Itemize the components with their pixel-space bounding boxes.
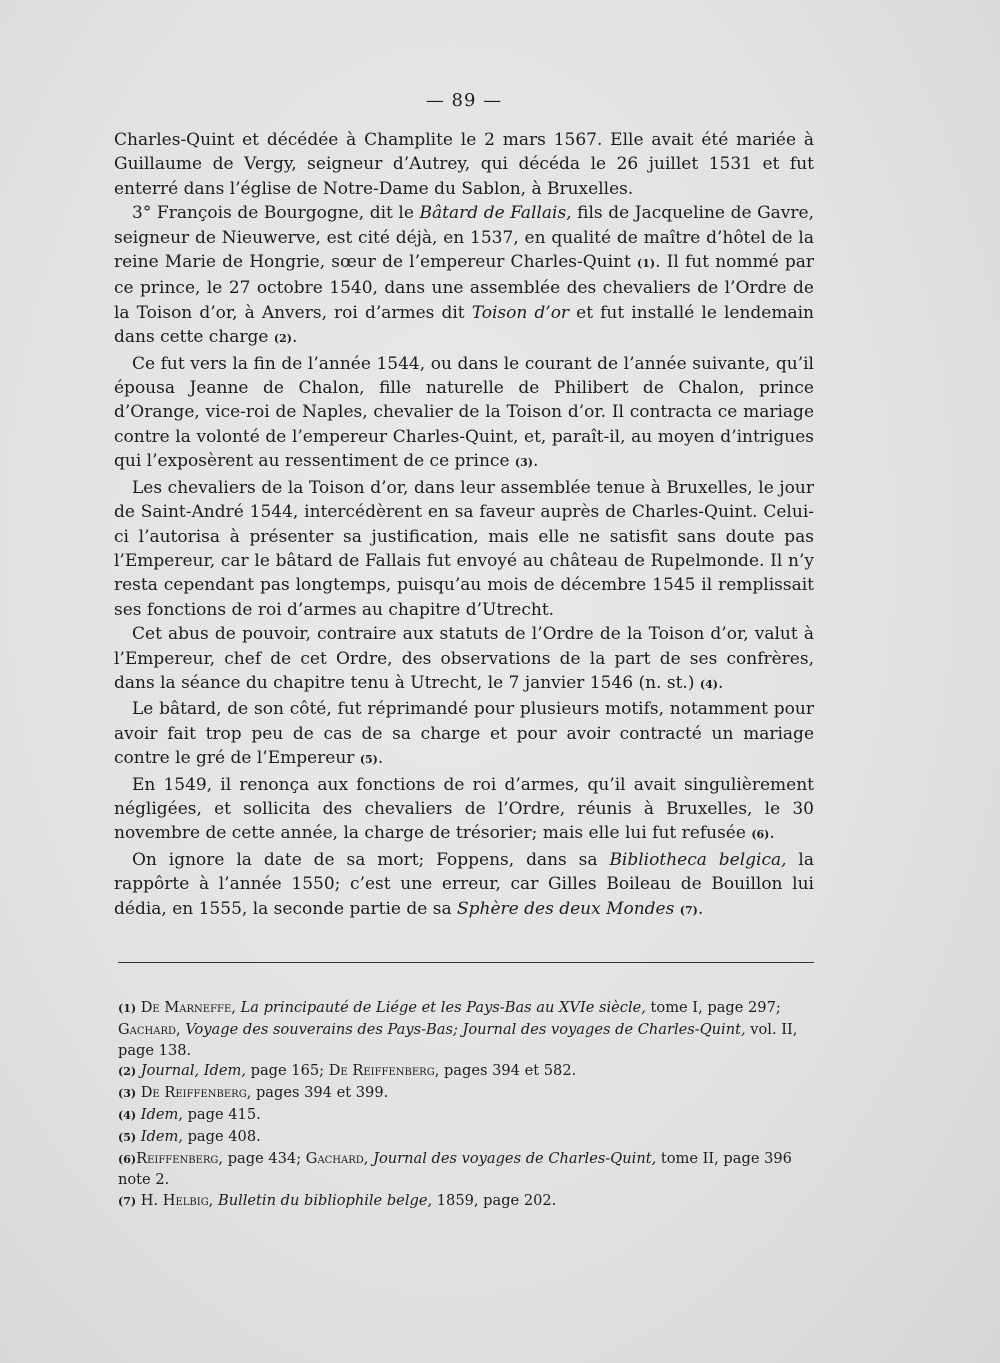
footnote-3 (114, 1083, 826, 1105)
footnote-2 (114, 1061, 826, 1083)
footnote-text: page 415. (182, 1105, 261, 1123)
paragraph-2 (114, 201, 814, 351)
footnote-author: Reiffenberg, (136, 1149, 224, 1167)
footnote-5 (114, 1127, 826, 1149)
footnote-7 (114, 1191, 826, 1213)
footnote-text: tome I, page 297; (645, 999, 781, 1016)
footnote-text: vol. II, page 138. (118, 1020, 798, 1059)
note-ref-4: (4) (699, 677, 718, 691)
footnote-author: H. Helbig, (140, 1192, 214, 1210)
paragraph-1: Charles-Quint et décédée à Champlite le 2 mars 1567. Elle avait été mariée à Guillaume de Vergy, seigneur d’Autrey, qui décéda le 26 juillet 1531 et fut enterré dans l’église de Notre-Dame du Sablon, à Bruxelles. (114, 130, 814, 199)
footnotes (114, 998, 826, 1213)
italic-title: Toison d’or (471, 302, 570, 323)
footnote-title: Journal des voyages de Charles-Quint, (368, 1149, 657, 1167)
footnote-text: page 408. (182, 1127, 261, 1145)
footnote-number: (5) (118, 1130, 137, 1144)
footnote-number: (1) (118, 1002, 137, 1015)
paragraph-5 (114, 622, 814, 697)
footnote-author: Gachard, (305, 1149, 369, 1167)
note-ref-6: (6) (751, 828, 770, 842)
note-ref-7: (7) (679, 903, 698, 917)
text-segment: En 1549, il renonça aux fonctions de roi d’armes, qu’il avait singulièrement négligées, et sollicita des chevaliers de l’Ordre, réunis à Bruxelles, le 30 novembre de cette année, la charge de trésorier; mais elle lui fut refusée (114, 774, 814, 844)
footnote-title: Idem, (140, 1105, 183, 1123)
paragraph-3 (114, 352, 814, 476)
text-segment: Ce fut vers la fin de l’année 1544, ou dans le courant de l’année suivante, qu’il épousa Jeanne de Chalon, fille naturelle de Philibert de Chalon, prince d’Orange, vice-roi de Naples, chevalier de la Toison d’or. Il contracta ce mariage contre la volonté de l’empereur Charles-Quint, et, paraît-il, au moyen d’intrigues qui l’exposèrent au ressentiment de ce prince (114, 353, 814, 472)
paragraph-8 (114, 848, 814, 923)
text-segment: . Il fut nommé par ce prince, le 27 octobre 1540, dans une assemblée des chevaliers de l’Ordre de la Toison d’or, à Anvers, roi d’armes dit (114, 252, 814, 323)
footnote-author: De Reiffenberg, (140, 1084, 252, 1102)
italic-title: Bâtard de Fallais, (419, 203, 572, 224)
footnote-1 (114, 998, 826, 1061)
text-segment: . (291, 327, 298, 348)
text-segment: . (533, 451, 539, 472)
text-segment: . (697, 898, 704, 919)
text-segment: On ignore la date de sa mort; Foppens, dans sa (132, 849, 610, 870)
footnote-author: De Marneffe, (140, 999, 236, 1016)
footnote-number: (7) (118, 1195, 137, 1209)
text-segment: fils de Jacqueline de Gavre, seigneur de Nieuwerve, est cité déjà, en 1537, en qualité de maître d’hôtel de la reine Marie de Hongrie, sœur de l’empereur Charles-Quint (114, 203, 815, 273)
main-text (114, 128, 814, 923)
text-segment: la rappôrte à l’année 1550; c’est une erreur, car Gilles Boileau de Bouillon lui dédia, en 1555, la seconde partie de sa (114, 849, 814, 919)
note-ref-3: (3) (514, 456, 533, 470)
footnote-separator (118, 962, 814, 963)
footnote-title: Voyage des souverains des Pays-Bas; Journal des voyages de Charles-Quint, (185, 1020, 746, 1038)
paragraph-6 (114, 697, 814, 772)
footnote-text: page 434; (223, 1149, 306, 1167)
footnote-text: 1859, page 202. (432, 1192, 557, 1210)
footnote-author: De Reiffenberg, (328, 1062, 440, 1080)
footnote-number: (3) (118, 1087, 137, 1101)
footnote-title: Idem, (140, 1127, 183, 1145)
footnote-4 (114, 1105, 826, 1127)
footnote-text: pages 394 et 399. (251, 1084, 389, 1102)
paragraph-7 (114, 773, 814, 848)
text-segment: . (769, 823, 775, 844)
footnote-text: page 165; (246, 1062, 329, 1080)
page-number: — 89 — (425, 90, 503, 111)
footnote-number: (6) (118, 1152, 137, 1166)
text-segment: Cet abus de pouvoir, contraire aux statuts de l’Ordre de la Toison d’or, valut à l’Empereur, chef de cet Ordre, des observations de la part de ses confrères, dans la séance du chapitre tenu à Utrecht, le 7 janvier 1546 (n. st.) (114, 624, 814, 693)
text-segment: et fut installé le lendemain dans cette charge (114, 302, 814, 348)
footnote-number: (2) (118, 1065, 137, 1079)
note-ref-2: (2) (273, 332, 292, 346)
footnote-author: Gachard (118, 1020, 177, 1038)
footnote-number: (4) (118, 1108, 137, 1122)
footnote-title: Journal, Idem, (140, 1062, 246, 1080)
text-segment: . (717, 672, 724, 693)
footnote-title: Bulletin du bibliophile belge, (213, 1192, 433, 1210)
note-ref-5: (5) (359, 753, 378, 767)
footnote-text: tome II, page 396 note 2. (118, 1149, 792, 1189)
text-segment: . (377, 748, 384, 769)
footnote-text: , (176, 1020, 186, 1038)
text-segment: Le bâtard, de son côté, fut réprimandé pour plusieurs motifs, notamment pour avoir fait trop peu de cas de sa charge et pour avoir contracté un mariage contre le gré de l’Empereur (114, 699, 814, 769)
italic-title: Sphère des deux Mondes (457, 898, 675, 919)
footnote-text: pages 394 et 582. (439, 1062, 577, 1080)
footnote-6 (114, 1149, 826, 1192)
text-segment: 3° François de Bourgogne, dit le (132, 203, 420, 224)
italic-title: Bibliotheca belgica, (609, 849, 787, 870)
note-ref-1: (1) (637, 257, 656, 271)
paragraph-4: Les chevaliers de la Toison d’or, dans leur assemblée tenue à Bruxelles, le jour de Saint-André 1544, intercédèrent en sa faveur auprès de Charles-Quint. Celui-ci l’autorisa à présenter sa justification, mais elle ne satisfit sans doute pas l’Empereur, car le bâtard de Fallais fut envoyé au château de Rupelmonde. Il n’y resta cependant pas longtemps, puisqu’au mois de décembre 1545 il remplissait ses fonctions de roi d’armes au chapitre d’Utrecht. (114, 477, 814, 620)
footnote-title: La principauté de Liége et les Pays-Bas au XVIe siècle, (240, 999, 646, 1016)
